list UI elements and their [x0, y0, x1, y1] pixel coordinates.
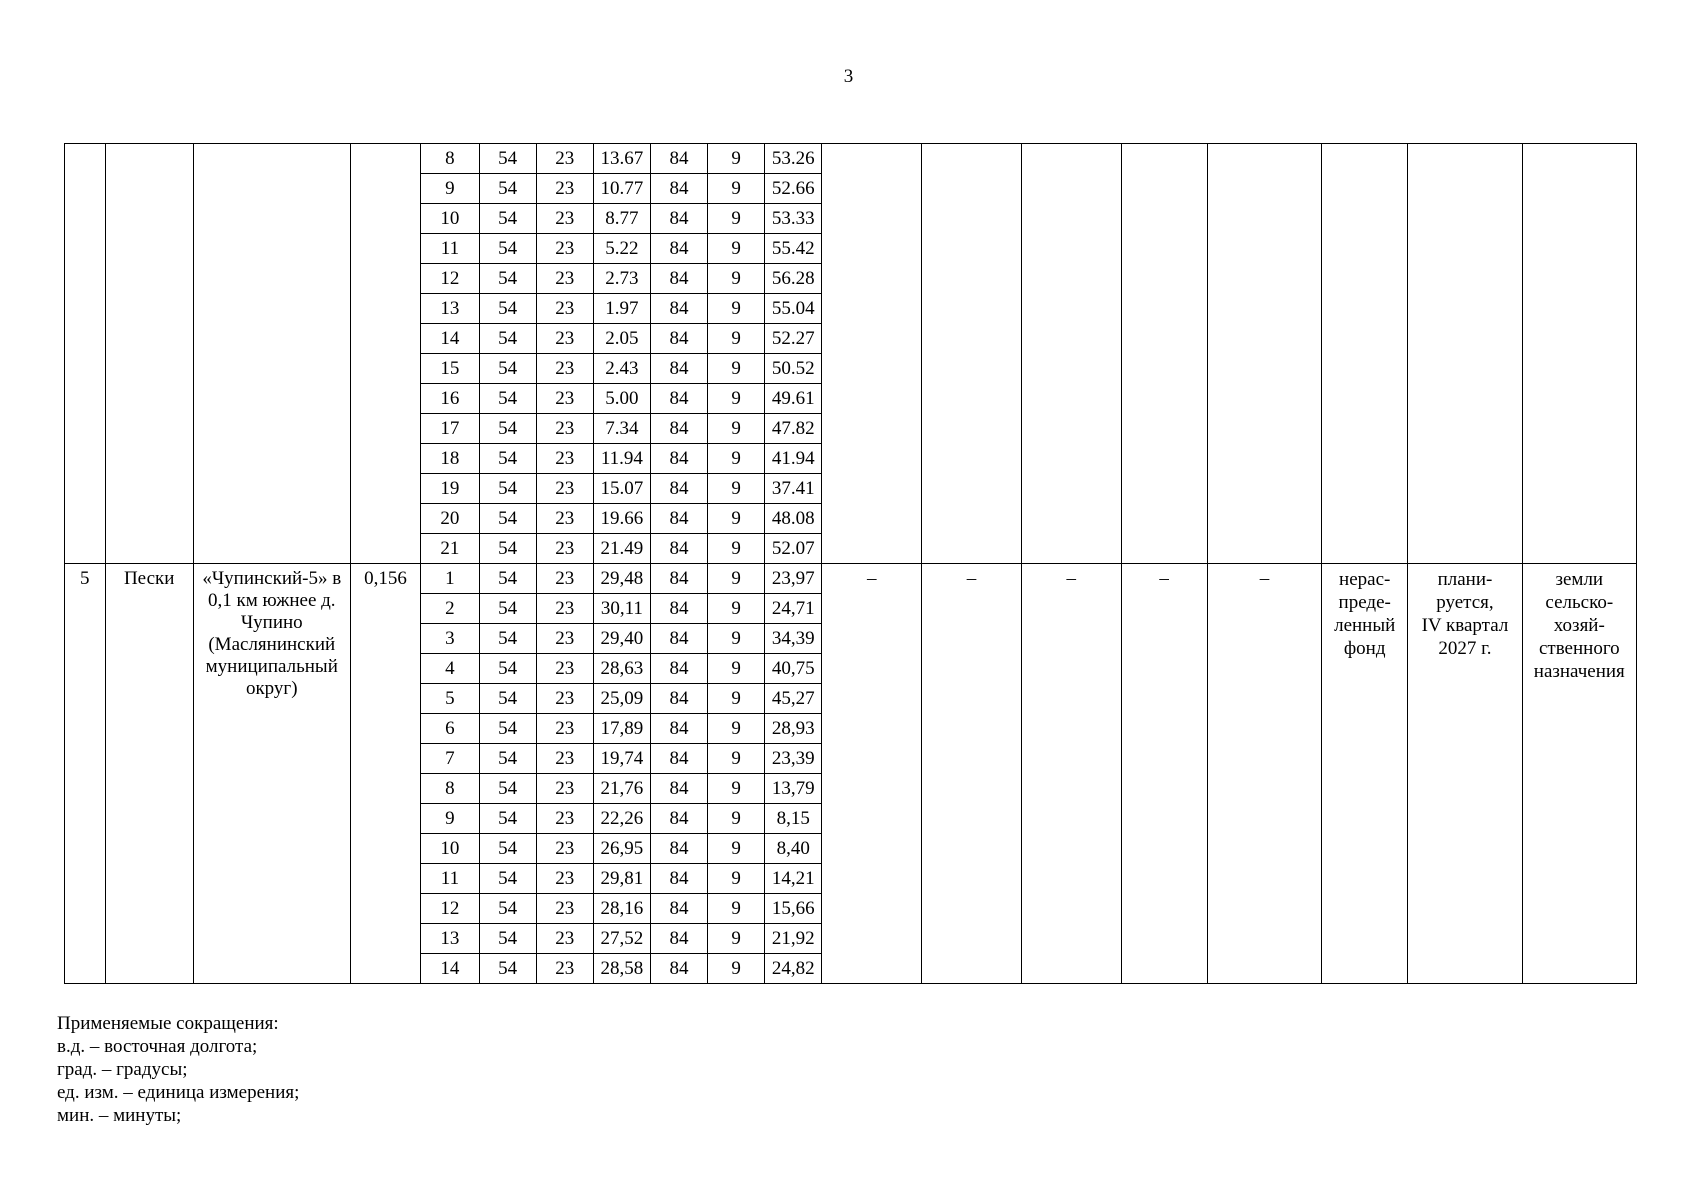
lon-deg: 84: [650, 624, 707, 654]
lon-sec: 48.08: [765, 504, 822, 534]
lon-min: 9: [708, 204, 765, 234]
lon-sec: 55.04: [765, 294, 822, 324]
lon-sec: 55.42: [765, 234, 822, 264]
point-number: 20: [421, 504, 479, 534]
lon-sec: 52.07: [765, 534, 822, 564]
lon-deg: 84: [650, 804, 707, 834]
lat-deg: 54: [479, 714, 536, 744]
lat-deg: 54: [479, 894, 536, 924]
lon-min: 9: [708, 624, 765, 654]
lon-deg: 84: [650, 534, 707, 564]
lat-sec: 29,81: [593, 864, 650, 894]
lat-deg: 54: [479, 174, 536, 204]
lon-deg: 84: [650, 414, 707, 444]
point-number: 4: [421, 654, 479, 684]
col-15: [1121, 144, 1207, 564]
lon-sec: 8,15: [765, 804, 822, 834]
lat-deg: 54: [479, 924, 536, 954]
lat-deg: 54: [479, 594, 536, 624]
lon-min: 9: [708, 294, 765, 324]
abbreviation-item: ед. изм. – единица измерения;: [57, 1082, 300, 1103]
point-number: 3: [421, 624, 479, 654]
lat-min: 23: [536, 354, 593, 384]
lat-sec: 29,48: [593, 564, 650, 594]
lat-min: 23: [536, 174, 593, 204]
dash-cell: –: [1207, 564, 1321, 984]
mineral-cell: [105, 144, 193, 564]
lon-min: 9: [708, 174, 765, 204]
lat-min: 23: [536, 774, 593, 804]
lat-deg: 54: [479, 834, 536, 864]
lon-min: 9: [708, 564, 765, 594]
lat-min: 23: [536, 144, 593, 174]
col-14: [1021, 144, 1121, 564]
point-number: 12: [421, 894, 479, 924]
lat-sec: 19.66: [593, 504, 650, 534]
lon-sec: 21,92: [765, 924, 822, 954]
lon-deg: 84: [650, 234, 707, 264]
lat-deg: 54: [479, 384, 536, 414]
abbreviations-title: Применяемые сокращения:: [57, 1013, 279, 1034]
lat-deg: 54: [479, 474, 536, 504]
point-number: 5: [421, 684, 479, 714]
planned-cell: [1408, 144, 1522, 564]
entry-number-cell: [65, 144, 106, 564]
lon-deg: 84: [650, 264, 707, 294]
lat-min: 23: [536, 294, 593, 324]
lat-min: 23: [536, 954, 593, 984]
lon-sec: 40,75: [765, 654, 822, 684]
abbreviations-block: [57, 1012, 299, 1127]
lat-min: 23: [536, 204, 593, 234]
lon-sec: 52.66: [765, 174, 822, 204]
point-number: 19: [421, 474, 479, 504]
lat-sec: 19,74: [593, 744, 650, 774]
lon-sec: 13,79: [765, 774, 822, 804]
lon-deg: 84: [650, 294, 707, 324]
col-16: [1207, 144, 1321, 564]
land-category: земли сельско- хозяй- ственного назначения: [1522, 564, 1636, 984]
lat-deg: 54: [479, 624, 536, 654]
lon-min: 9: [708, 834, 765, 864]
col-12: [822, 144, 922, 564]
lat-deg: 54: [479, 654, 536, 684]
lat-deg: 54: [479, 954, 536, 984]
lat-min: 23: [536, 834, 593, 864]
lon-deg: 84: [650, 774, 707, 804]
lon-min: 9: [708, 414, 765, 444]
lat-sec: 28,16: [593, 894, 650, 924]
lon-min: 9: [708, 534, 765, 564]
table-row: [65, 564, 1637, 594]
lat-sec: 28,58: [593, 954, 650, 984]
lon-min: 9: [708, 144, 765, 174]
lat-deg: 54: [479, 354, 536, 384]
lon-deg: 84: [650, 144, 707, 174]
lat-min: 23: [536, 534, 593, 564]
point-number: 2: [421, 594, 479, 624]
lon-sec: 47.82: [765, 414, 822, 444]
lat-deg: 54: [479, 414, 536, 444]
lat-min: 23: [536, 624, 593, 654]
lon-deg: 84: [650, 444, 707, 474]
lon-sec: 28,93: [765, 714, 822, 744]
lon-deg: 84: [650, 354, 707, 384]
lon-min: 9: [708, 384, 765, 414]
lon-min: 9: [708, 864, 765, 894]
point-number: 10: [421, 834, 479, 864]
point-number: 9: [421, 804, 479, 834]
lat-min: 23: [536, 474, 593, 504]
point-number: 21: [421, 534, 479, 564]
lon-deg: 84: [650, 924, 707, 954]
point-number: 13: [421, 924, 479, 954]
lat-sec: 22,26: [593, 804, 650, 834]
lon-deg: 84: [650, 474, 707, 504]
abbreviation-item: мин. – минуты;: [57, 1105, 182, 1126]
lat-deg: 54: [479, 444, 536, 474]
lon-min: 9: [708, 504, 765, 534]
lon-deg: 84: [650, 594, 707, 624]
lon-sec: 45,27: [765, 684, 822, 714]
site-cell: [193, 144, 350, 564]
lat-sec: 10.77: [593, 174, 650, 204]
point-number: 6: [421, 714, 479, 744]
lat-min: 23: [536, 744, 593, 774]
point-number: 9: [421, 174, 479, 204]
lon-deg: 84: [650, 204, 707, 234]
lon-deg: 84: [650, 684, 707, 714]
point-number: 8: [421, 774, 479, 804]
point-number: 12: [421, 264, 479, 294]
lon-deg: 84: [650, 324, 707, 354]
lon-min: 9: [708, 894, 765, 924]
lon-sec: 41.94: [765, 444, 822, 474]
point-number: 14: [421, 324, 479, 354]
lon-min: 9: [708, 774, 765, 804]
lat-sec: 28,63: [593, 654, 650, 684]
point-number: 11: [421, 234, 479, 264]
planned-date: плани- руется, IV квартал 2027 г.: [1408, 564, 1522, 984]
lat-deg: 54: [479, 774, 536, 804]
point-number: 14: [421, 954, 479, 984]
lat-min: 23: [536, 504, 593, 534]
lon-sec: 56.28: [765, 264, 822, 294]
lat-min: 23: [536, 684, 593, 714]
lon-deg: 84: [650, 864, 707, 894]
lat-sec: 7.34: [593, 414, 650, 444]
lon-min: 9: [708, 234, 765, 264]
lat-min: 23: [536, 564, 593, 594]
lat-sec: 21,76: [593, 774, 650, 804]
lon-min: 9: [708, 324, 765, 354]
lat-sec: 2.73: [593, 264, 650, 294]
lat-sec: 27,52: [593, 924, 650, 954]
lat-min: 23: [536, 864, 593, 894]
fund-cell: [1322, 144, 1408, 564]
lon-sec: 53.33: [765, 204, 822, 234]
lon-min: 9: [708, 684, 765, 714]
lon-min: 9: [708, 744, 765, 774]
lat-sec: 5.00: [593, 384, 650, 414]
page-number: 3: [843, 66, 854, 87]
lat-sec: 17,89: [593, 714, 650, 744]
point-number: 13: [421, 294, 479, 324]
col-13: [922, 144, 1022, 564]
lon-sec: 8,40: [765, 834, 822, 864]
land-category-cell: [1522, 144, 1636, 564]
point-number: 16: [421, 384, 479, 414]
lon-deg: 84: [650, 954, 707, 984]
area-cell: [350, 144, 421, 564]
lon-min: 9: [708, 474, 765, 504]
lon-sec: 53.26: [765, 144, 822, 174]
lat-deg: 54: [479, 804, 536, 834]
lat-sec: 1.97: [593, 294, 650, 324]
dash-cell: –: [822, 564, 922, 984]
lat-sec: 2.05: [593, 324, 650, 354]
lat-min: 23: [536, 894, 593, 924]
lon-deg: 84: [650, 384, 707, 414]
lon-min: 9: [708, 594, 765, 624]
lat-deg: 54: [479, 684, 536, 714]
lat-deg: 54: [479, 204, 536, 234]
lat-deg: 54: [479, 294, 536, 324]
lon-deg: 84: [650, 654, 707, 684]
area-value: 0,156: [350, 564, 421, 984]
lon-deg: 84: [650, 744, 707, 774]
lat-min: 23: [536, 234, 593, 264]
lon-min: 9: [708, 264, 765, 294]
lon-min: 9: [708, 924, 765, 954]
lat-sec: 11.94: [593, 444, 650, 474]
lat-sec: 29,40: [593, 624, 650, 654]
lat-min: 23: [536, 264, 593, 294]
lon-deg: 84: [650, 174, 707, 204]
lat-deg: 54: [479, 234, 536, 264]
lat-deg: 54: [479, 744, 536, 774]
lat-min: 23: [536, 714, 593, 744]
lat-deg: 54: [479, 534, 536, 564]
lat-min: 23: [536, 324, 593, 354]
abbreviation-item: град. – градусы;: [57, 1059, 188, 1080]
lon-sec: 14,21: [765, 864, 822, 894]
lon-deg: 84: [650, 894, 707, 924]
lon-deg: 84: [650, 714, 707, 744]
lat-deg: 54: [479, 504, 536, 534]
lat-sec: 26,95: [593, 834, 650, 864]
mineral-name: Пески: [105, 564, 193, 984]
point-number: 1: [421, 564, 479, 594]
dash-cell: –: [1121, 564, 1207, 984]
lon-sec: 15,66: [765, 894, 822, 924]
lat-sec: 30,11: [593, 594, 650, 624]
lon-sec: 34,39: [765, 624, 822, 654]
lon-min: 9: [708, 354, 765, 384]
point-number: 11: [421, 864, 479, 894]
lat-sec: 5.22: [593, 234, 650, 264]
dash-cell: –: [1021, 564, 1121, 984]
lon-sec: 24,82: [765, 954, 822, 984]
lon-min: 9: [708, 444, 765, 474]
point-number: 10: [421, 204, 479, 234]
lat-min: 23: [536, 654, 593, 684]
lat-sec: 25,09: [593, 684, 650, 714]
lat-sec: 15.07: [593, 474, 650, 504]
lat-min: 23: [536, 414, 593, 444]
lat-sec: 2.43: [593, 354, 650, 384]
lon-min: 9: [708, 654, 765, 684]
lat-min: 23: [536, 384, 593, 414]
lon-sec: 24,71: [765, 594, 822, 624]
lon-deg: 84: [650, 834, 707, 864]
lon-min: 9: [708, 954, 765, 984]
point-number: 17: [421, 414, 479, 444]
lat-min: 23: [536, 804, 593, 834]
point-number: 8: [421, 144, 479, 174]
lon-sec: 49.61: [765, 384, 822, 414]
fund-status: нерас- преде- ленный фонд: [1322, 564, 1408, 984]
lat-sec: 13.67: [593, 144, 650, 174]
point-number: 15: [421, 354, 479, 384]
lon-deg: 84: [650, 504, 707, 534]
dash-cell: –: [922, 564, 1022, 984]
lat-deg: 54: [479, 564, 536, 594]
point-number: 18: [421, 444, 479, 474]
coordinates-table: [64, 143, 1637, 984]
lat-sec: 21.49: [593, 534, 650, 564]
site-description: «Чупинский-5» в 0,1 км южнее д. Чупино (Маслянинский муниципальный округ): [193, 564, 350, 984]
lat-deg: 54: [479, 264, 536, 294]
abbreviation-item: в.д. – восточная долгота;: [57, 1036, 258, 1057]
lat-sec: 8.77: [593, 204, 650, 234]
lat-min: 23: [536, 594, 593, 624]
lat-deg: 54: [479, 144, 536, 174]
lon-min: 9: [708, 714, 765, 744]
lon-sec: 52.27: [765, 324, 822, 354]
lon-min: 9: [708, 804, 765, 834]
table-row: [65, 144, 1637, 174]
lat-min: 23: [536, 444, 593, 474]
lon-sec: 50.52: [765, 354, 822, 384]
point-number: 7: [421, 744, 479, 774]
lat-deg: 54: [479, 864, 536, 894]
lat-min: 23: [536, 924, 593, 954]
lon-sec: 23,97: [765, 564, 822, 594]
entry-number: 5: [65, 564, 106, 984]
lon-sec: 23,39: [765, 744, 822, 774]
lat-deg: 54: [479, 324, 536, 354]
lon-deg: 84: [650, 564, 707, 594]
lon-sec: 37.41: [765, 474, 822, 504]
